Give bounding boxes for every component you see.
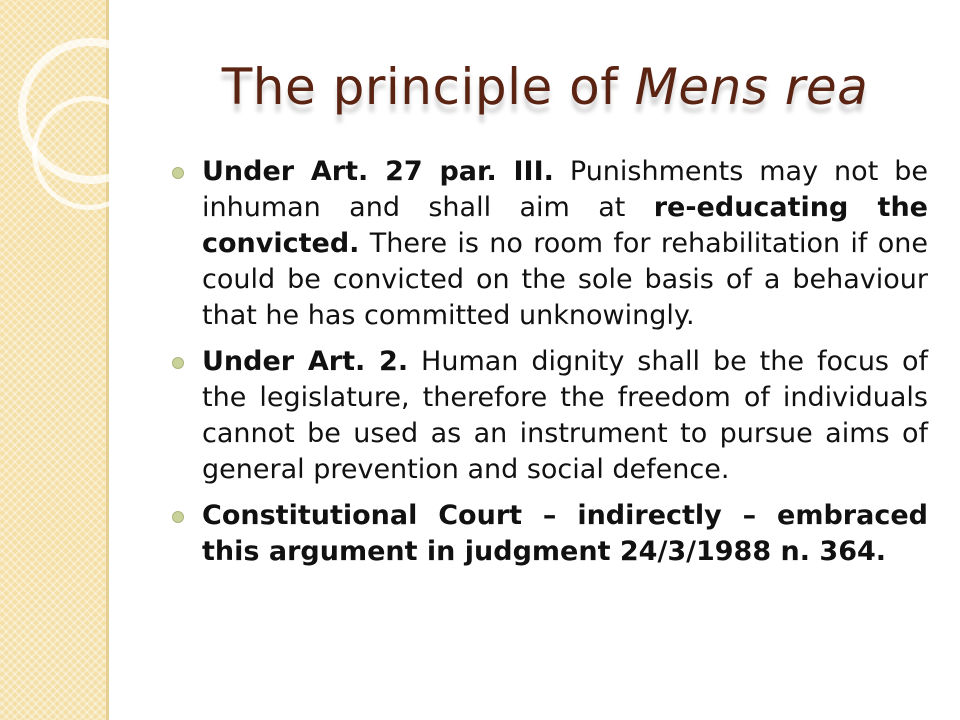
bullet-item-art-27: [170, 154, 928, 334]
bullet-dot-icon: [172, 357, 184, 369]
bullet-list: [170, 154, 928, 580]
bullet-lead: Constitutional Court – indirectly – embraced this argument in judgment 24/3/1988 n. 364.: [202, 500, 928, 567]
title-text: The principle of: [221, 58, 635, 116]
bullet-emphasis: re-educating the convicted.: [202, 192, 928, 259]
bullet-text: Punishments may not be inhuman and shall aim at: [202, 156, 929, 223]
bullet-text: There is no room for rehabilitation if one could be convicted on the sole basis of a behaviour that he has committed unknowingly.: [202, 228, 928, 331]
title-italic-text: Mens rea: [634, 58, 869, 116]
bullet-item-constitutional-court: [170, 498, 928, 570]
slide-title: [150, 58, 940, 116]
bullet-item-art-2: [170, 344, 928, 488]
bullet-lead: Under Art. 2.: [202, 346, 409, 377]
decorative-ring-small: [32, 96, 146, 210]
bullet-dot-icon: [172, 511, 184, 523]
bullet-lead: Under Art. 27 par. III.: [202, 156, 554, 187]
bullet-dot-icon: [172, 167, 184, 179]
bullet-text: Human dignity shall be the focus of the legislature, therefore the freedom of individuals cannot be used as an instrument to pursue aims of general prevention and social defence.: [202, 346, 928, 485]
